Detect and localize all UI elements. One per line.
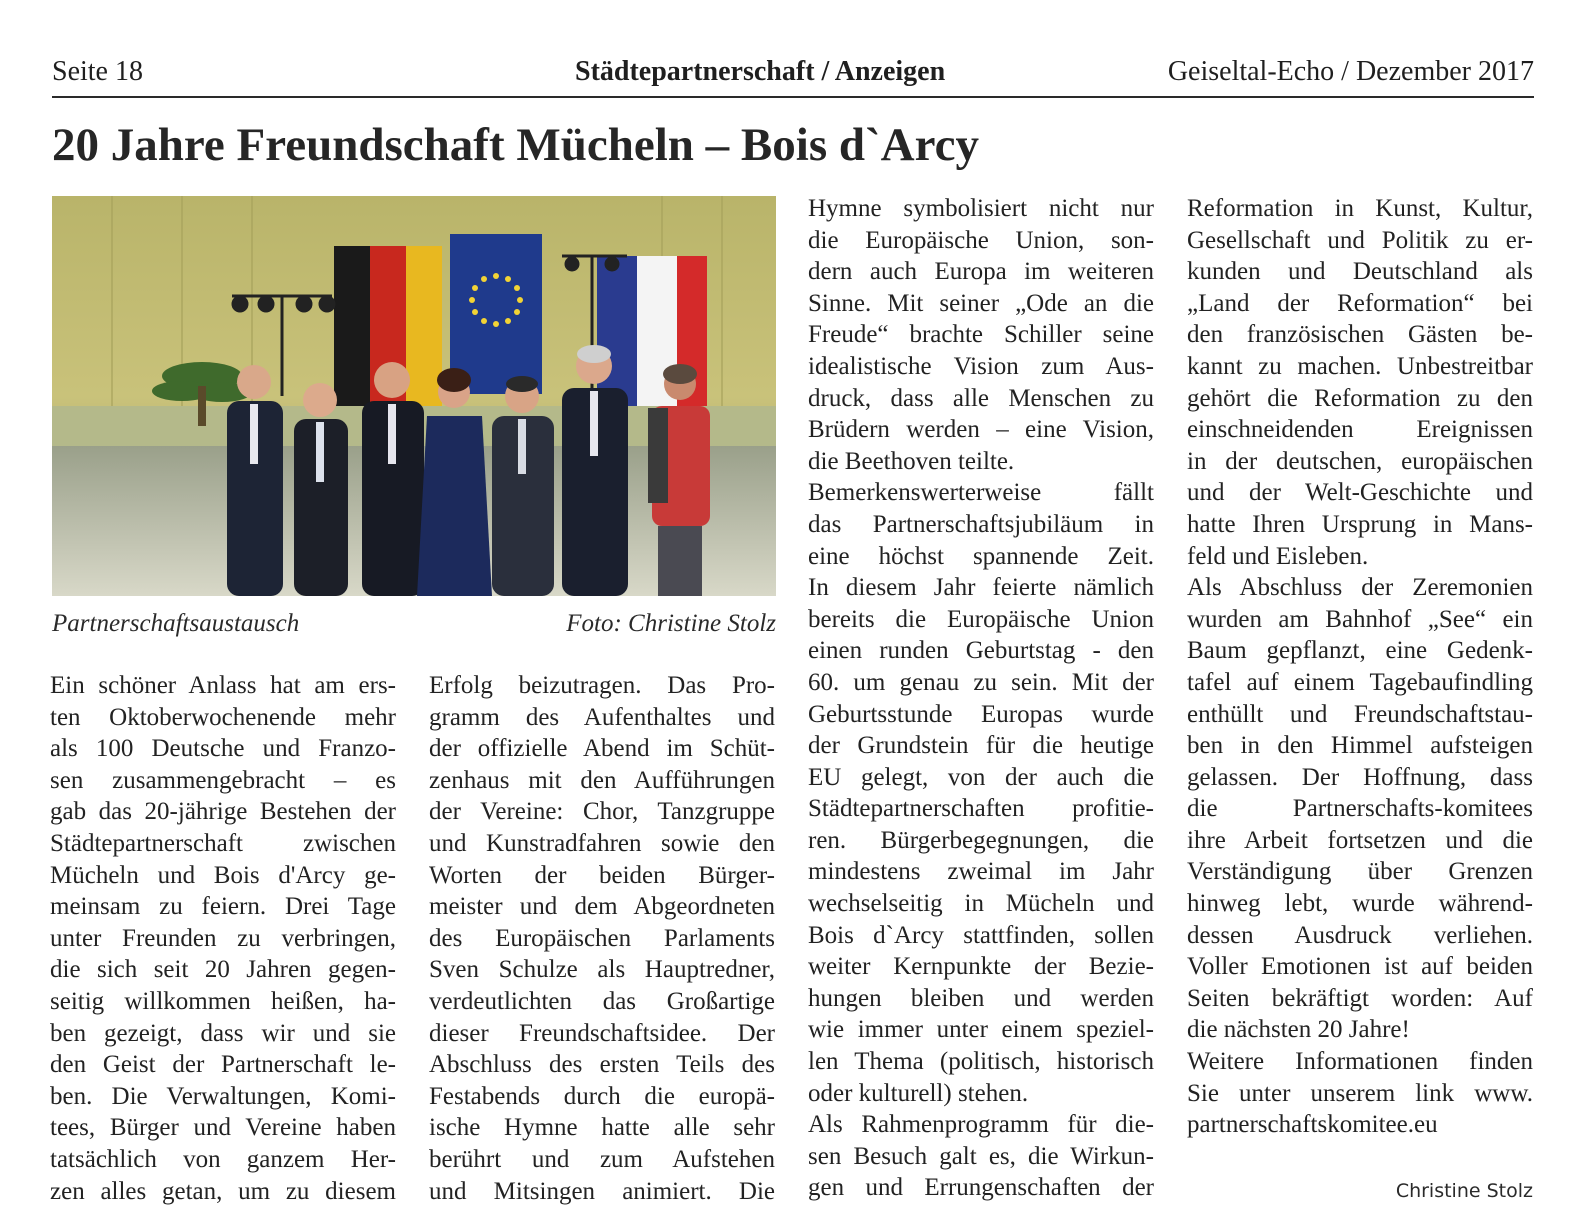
text-line: den Geist der Partnerschaft le- xyxy=(50,1051,396,1079)
text-line: hungen bleiben und werden xyxy=(808,984,1154,1012)
text-line: Hymne symbolisiert nicht nur xyxy=(808,195,1154,222)
text-line: EU gelegt, von der auch die xyxy=(808,763,1154,791)
text-column-3 xyxy=(808,193,1154,1204)
text-line: gelassen. Der Hoffnung, dass xyxy=(1187,763,1533,791)
text-line: der offizielle Abend im Schüt- xyxy=(429,735,775,763)
article-headline: 20 Jahre Freundschaft Mücheln – Bois d`Arcy xyxy=(52,119,979,171)
text-line: Worten der beiden Bürger- xyxy=(429,861,775,889)
text-line: tatsächlich von ganzem Her- xyxy=(50,1145,396,1173)
text-line: wie immer unter einem speziel- xyxy=(808,1016,1154,1044)
text-line: In diesem Jahr feierte nämlich xyxy=(808,574,1154,602)
text-line: weiter Kernpunkte der Bezie- xyxy=(808,953,1154,981)
text-line: ten Oktoberwochenende mehr xyxy=(50,703,396,731)
eu-flag xyxy=(450,234,542,394)
text-line: seitig willkommen heißen, ha- xyxy=(50,987,396,1015)
text-line: Sinne. Mit seiner „Ode an die xyxy=(808,289,1154,317)
text-line: Verständigung über Grenzen xyxy=(1187,858,1533,886)
text-line: einschneidenden Ereignissen xyxy=(1187,416,1533,444)
issue-label: Geiseltal-Echo / Dezember 2017 xyxy=(1167,56,1534,87)
text-line: tafel auf einem Tagebaufindling xyxy=(1187,668,1533,696)
text-line: wurden am Bahnhof „See“ ein xyxy=(1187,605,1533,633)
text-line: kunden und Deutschland als xyxy=(1187,258,1533,286)
text-line: und Mitsingen animiert. Die xyxy=(429,1177,775,1205)
text-line: des Europäischen Parlaments xyxy=(429,924,775,952)
text-line: dessen Ausdruck verliehen. xyxy=(1187,921,1533,949)
text-line: Sie unter unserem link www. xyxy=(1187,1079,1533,1107)
section-title: Städtepartnerschaft / Anzeigen xyxy=(575,56,946,87)
text-line: mindestens zweimal im Jahr xyxy=(808,858,1154,886)
text-line: der Vereine: Chor, Tanzgruppe xyxy=(429,798,775,826)
text-line: dieser Freundschaftsidee. Der xyxy=(429,1019,775,1047)
text-line: die nächsten 20 Jahre! xyxy=(1187,1016,1410,1044)
text-line: Freude“ brachte Schiller seine xyxy=(808,321,1154,349)
text-line: tees, Bürger und Vereine haben xyxy=(50,1114,396,1142)
text-line: len Thema (politisch, historisch xyxy=(808,1048,1154,1076)
text-line: zenhaus mit den Aufführungen xyxy=(429,766,775,794)
text-line: verdeutlichten das Großartige xyxy=(429,987,775,1015)
text-line: wechselseitig in Mücheln und xyxy=(808,890,1154,918)
text-line: druck, dass alle Menschen zu xyxy=(808,384,1154,412)
text-line: in der deutschen, europäischen xyxy=(1187,447,1533,475)
author-signature: Christine Stolz xyxy=(1395,1180,1533,1202)
text-line: den französischen Gästen be- xyxy=(1187,321,1533,349)
text-line: Sven Schulze als Hauptredner, xyxy=(429,956,775,984)
text-line: kannt zu machen. Unbestreitbar xyxy=(1187,352,1533,380)
text-line: idealistische Vision zum Aus- xyxy=(808,352,1154,380)
text-line: gehört die Reformation zu den xyxy=(1187,384,1533,412)
text-line: sen zusammengebracht – es xyxy=(50,766,396,794)
text-line: partnerschaftskomitee.eu xyxy=(1187,1111,1438,1139)
text-line: gramm des Aufenthaltes und xyxy=(429,703,775,731)
text-column-2 xyxy=(429,670,775,1207)
text-line: unter Freunden zu verbringen, xyxy=(50,924,396,952)
text-line: Geburtsstunde Europas wurde xyxy=(808,700,1154,728)
text-line: der Grundstein für die heutige xyxy=(808,732,1154,760)
text-line: Weitere Informationen finden xyxy=(1187,1048,1533,1076)
text-line: als 100 Deutsche und Franzo- xyxy=(50,735,396,763)
text-line: Städtepartnerschaft zwischen xyxy=(50,829,396,857)
text-line: oder kulturell) stehen. xyxy=(808,1079,1029,1107)
text-line: meinsam zu feiern. Drei Tage xyxy=(50,893,396,921)
text-line: gen und Errungenschaften der xyxy=(808,1174,1154,1202)
text-line: Städtepartnerschaften profitie- xyxy=(808,795,1154,823)
text-line: Mücheln und Bois d'Arcy ge- xyxy=(50,861,396,889)
text-line: meister und dem Abgeordneten xyxy=(429,893,775,921)
text-column-1 xyxy=(50,670,396,1207)
text-line: Festabends durch die europä- xyxy=(429,1082,775,1110)
page-number: Seite 18 xyxy=(52,56,143,87)
text-line: ische Hymne hatte alle sehr xyxy=(429,1114,775,1142)
photo-credit: Foto: Christine Stolz xyxy=(566,610,776,637)
text-line: feld und Eisleben. xyxy=(1187,542,1369,570)
text-line: und Kunstradfahren sowie den xyxy=(429,829,775,857)
text-line: Brüdern werden – eine Vision, xyxy=(808,416,1154,444)
text-line: Voller Emotionen ist auf beiden xyxy=(1187,953,1533,981)
text-line: zen alles getan, um zu diesem xyxy=(50,1177,396,1205)
text-line: Erfolg beizutragen. Das Pro- xyxy=(429,672,775,699)
text-line: dern auch Europa im weiteren xyxy=(808,258,1154,286)
text-line: „Land der Reformation“ bei xyxy=(1187,289,1533,317)
text-column-4 xyxy=(1187,193,1533,1141)
text-line: die sich seit 20 Jahren gegen- xyxy=(50,956,396,984)
text-line: ben gezeigt, dass wir und sie xyxy=(50,1019,396,1047)
text-line: berührt und zum Aufstehen xyxy=(429,1145,775,1173)
text-line: 60. um genau zu sein. Mit der xyxy=(808,668,1154,696)
text-line: Seiten bekräftigt worden: Auf xyxy=(1187,984,1533,1012)
text-line: Reformation in Kunst, Kultur, xyxy=(1187,195,1533,222)
text-line: die Beethoven teilte. xyxy=(808,447,1015,475)
text-line: Bemerkenswerterweise fällt xyxy=(808,479,1154,507)
text-line: hatte Ihren Ursprung in Mans- xyxy=(1187,510,1533,538)
text-line: ihre Arbeit fortsetzen und die xyxy=(1187,826,1533,854)
text-line: Als Rahmenprogramm für die- xyxy=(808,1111,1154,1139)
text-line: Gesellschaft und Politik zu er- xyxy=(1187,226,1533,254)
text-line: das Partnerschaftsjubiläum in xyxy=(808,510,1154,538)
text-line: einen runden Geburtstag - den xyxy=(808,637,1154,665)
text-line: ben. Die Verwaltungen, Komi- xyxy=(50,1082,396,1110)
text-line: hinweg lebt, wurde während- xyxy=(1187,890,1533,918)
text-line: Baum gepflanzt, eine Gedenk- xyxy=(1187,637,1533,665)
text-line: gab das 20-jährige Bestehen der xyxy=(50,798,396,826)
page-header xyxy=(52,54,1534,98)
text-line: Bois d`Arcy stattfinden, sollen xyxy=(808,921,1154,949)
text-line: und der Welt-Geschichte und xyxy=(1187,479,1533,507)
text-line: eine höchst spannende Zeit. xyxy=(808,542,1154,570)
text-line: bereits die Europäische Union xyxy=(808,605,1154,633)
text-line: Ein schöner Anlass hat am ers- xyxy=(50,672,396,699)
text-line: Als Abschluss der Zeremonien xyxy=(1187,574,1533,602)
text-line: ren. Bürgerbegegnungen, die xyxy=(808,826,1154,854)
text-line: die Europäische Union, son- xyxy=(808,226,1154,254)
text-line: ben in den Himmel aufsteigen xyxy=(1187,732,1533,760)
article-photo xyxy=(52,196,776,596)
photo-caption: Partnerschaftsaustausch xyxy=(52,610,300,637)
text-line: die Partnerschafts-komitees xyxy=(1187,795,1533,823)
text-line: Abschluss des ersten Teils des xyxy=(429,1051,775,1079)
text-line: sen Besuch galt es, die Wirkun- xyxy=(808,1142,1154,1170)
text-line: enthüllt und Freundschaftstau- xyxy=(1187,700,1533,728)
